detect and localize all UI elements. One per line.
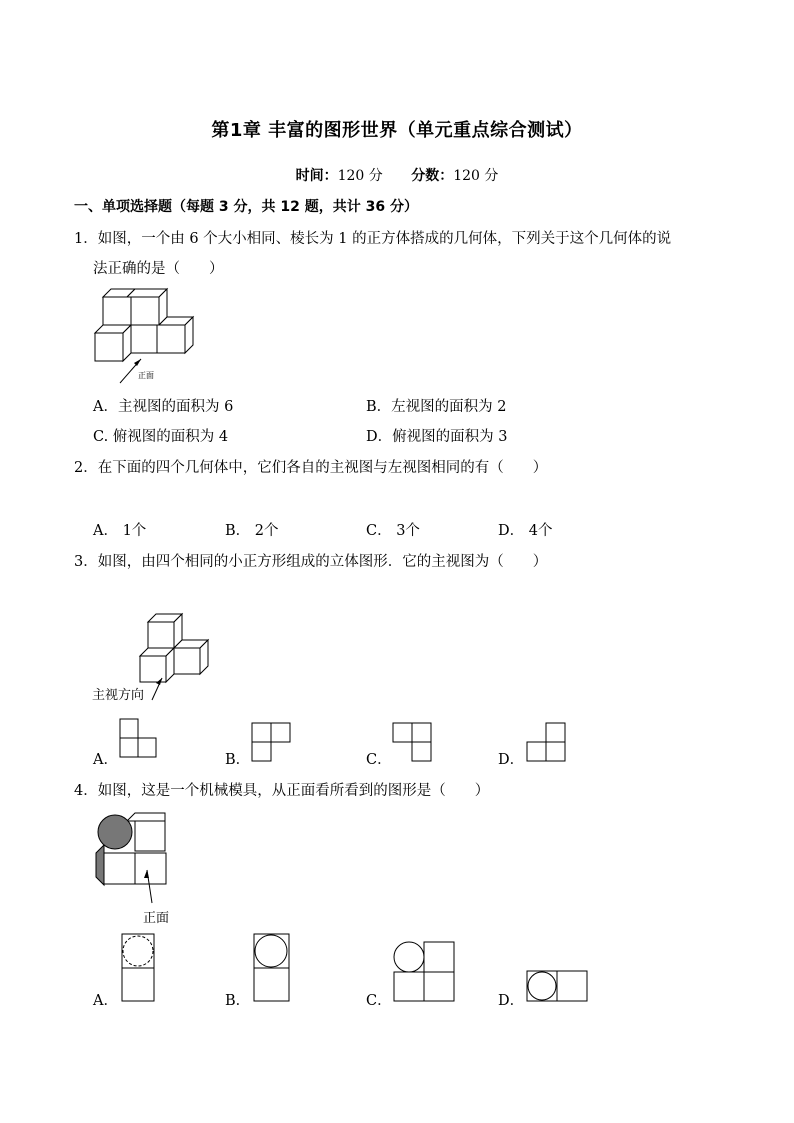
- q1-option-d[interactable]: D．俯视图的面积为 3: [366, 429, 508, 445]
- score-label: 分数：: [411, 168, 454, 184]
- page-title: 第1章 丰富的图形世界（单元重点综合测试）: [211, 120, 583, 141]
- q1-stem-line1: 1．如图，一个由 6 个大小相同、棱长为 1 的正方体搭成的几何体，下列关于这个几何体的说: [74, 231, 672, 247]
- q3-stem: 3．如图，由四个相同的小正方形组成的立体图形．它的主视图为（ ）: [74, 554, 548, 570]
- score-value: 120 分: [453, 168, 499, 184]
- q3-arrow-label: 主视方向: [92, 688, 145, 703]
- q2-option-c[interactable]: C． 3个: [366, 523, 420, 539]
- q1-stem-line2: 法正确的是（ ）: [93, 261, 224, 277]
- section-heading: 一、单项选择题（每题 3 分，共 12 题，共计 36 分）: [74, 199, 418, 215]
- q2-option-d[interactable]: D． 4个: [498, 523, 553, 539]
- q2-option-b[interactable]: B． 2个: [225, 523, 279, 539]
- q4-option-b[interactable]: B．: [225, 993, 251, 1009]
- time-label: 时间：: [295, 168, 338, 184]
- q4-option-a[interactable]: A．: [93, 993, 118, 1009]
- q4-option-d[interactable]: D．: [498, 993, 525, 1009]
- q1-option-b[interactable]: B．左视图的面积为 2: [366, 399, 507, 415]
- q3-option-a[interactable]: A．: [93, 752, 118, 768]
- q3-option-b[interactable]: B．: [225, 752, 251, 768]
- q1-option-c[interactable]: C. 俯视图的面积为 4: [93, 429, 229, 445]
- q3-option-c[interactable]: C．: [366, 752, 392, 768]
- time-value: 120 分: [337, 168, 383, 184]
- q4-option-c[interactable]: C．: [366, 993, 392, 1009]
- q4-arrow-label: 正面: [143, 911, 170, 926]
- q2-stem: 2．在下面的四个几何体中，它们各自的主视图与左视图相同的有（ ）: [74, 460, 548, 476]
- q1-arrow-label: 正面: [138, 371, 154, 380]
- q2-option-a[interactable]: A． 1个: [93, 523, 147, 539]
- q3-option-d[interactable]: D．: [498, 752, 525, 768]
- q1-option-a[interactable]: A．主视图的面积为 6: [93, 399, 234, 415]
- q4-stem: 4．如图，这是一个机械模具，从正面看所看到的图形是（ ）: [74, 783, 490, 799]
